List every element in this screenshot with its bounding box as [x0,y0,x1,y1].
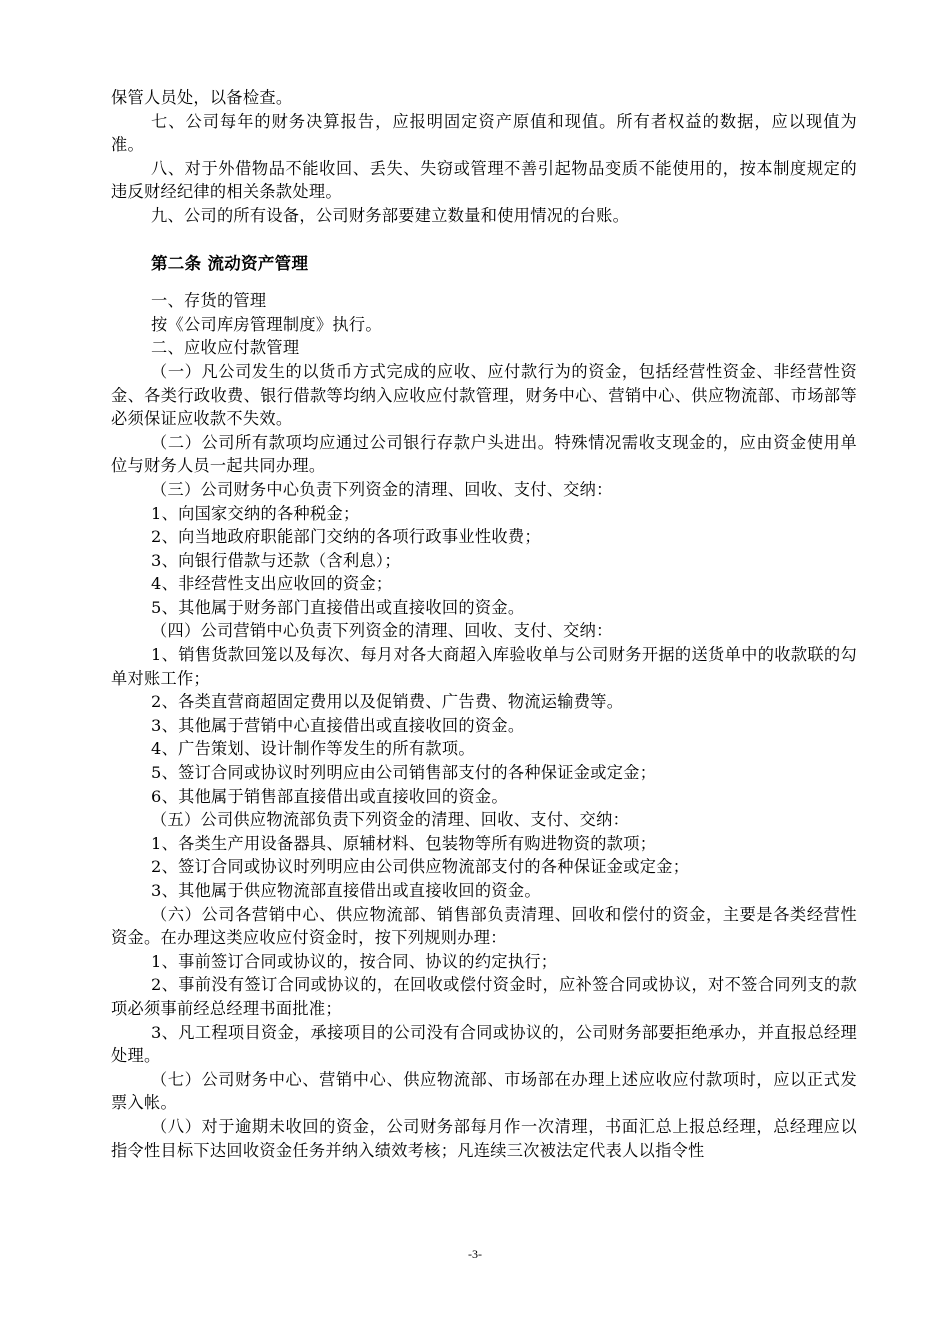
document-page [111,86,857,1162]
list-item: 2、签订合同或协议时列明应由公司供应物流部支付的各种保证金或定金； [151,857,690,877]
section-heading: 第二条 流动资产管理 [151,253,309,273]
page-number: -3- [468,1247,482,1261]
list-item: 4、广告策划、设计制作等发生的所有款项。 [151,739,475,759]
list-item: 1、销售货款回笼以及每次、每月对各大商超入库验收单与公司财务开据的送货单中的收款联的勾单对账工作； [111,645,857,688]
list-item: 2、向当地政府职能部门交纳的各项行政事业性收费； [151,527,541,547]
paragraph: （七）公司财务中心、营销中心、供应物流部、市场部在办理上述应收应付款项时，应以正式发票入帐。 [111,1069,857,1113]
list-item: 2、各类直营商超固定费用以及促销费、广告费、物流运输费等。 [151,692,624,712]
list-item: 1、向国家交纳的各种税金； [151,503,360,523]
paragraph: （二）公司所有款项均应通过公司银行存款户头进出。特殊情况需收支现金的，应由资金使用单位与财务人员一起共同办理。 [111,432,857,476]
paragraph: （八）对于逾期未收回的资金，公司财务部每月作一次清理，书面汇总上报总经理，总经理应以指令性目标下达回收资金任务并纳入绩效考核；凡连续三次被法定代表人以指令性 [111,1116,857,1160]
paragraph: （一）凡公司发生的以货币方式完成的应收、应付款行为的资金，包括经营性资金、非经营性资金、各类行政收费、银行借款等均纳入应收应付款管理，财务中心、营销中心、供应物流部、市场部等必须保证应收款不失效。 [111,361,857,429]
list-item: 1、事前签订合同或协议的，按合同、协议的约定执行； [151,951,558,971]
paragraph: （三）公司财务中心负责下列资金的清理、回收、支付、交纳： [151,479,613,499]
list-item: 4、非经营性支出应收回的资金； [151,574,393,594]
list-item: 5、签订合同或协议时列明应由公司销售部支付的各种保证金或定金； [151,763,657,783]
paragraph: （六）公司各营销中心、供应物流部、销售部负责清理、回收和偿付的资金，主要是各类经营性资金。在办理这类应收应付资金时，按下列规则办理： [111,904,857,948]
paragraph: 按《公司库房管理制度》执行。 [151,314,382,334]
paragraph: 保管人员处，以备检查。 [111,88,293,107]
paragraph: （四）公司营销中心负责下列资金的清理、回收、支付、交纳： [151,621,613,641]
paragraph: 七、公司每年的财务决算报告，应报明固定资产原值和现值。所有者权益的数据，应以现值为准。 [111,111,857,155]
paragraph: 一、存货的管理 [151,291,267,311]
list-item: 2、事前没有签订合同或协议的，在回收或偿付资金时，应补签合同或协议，对不签合同列支的款项必须事前经总经理书面批准； [111,975,857,1018]
list-item: 3、其他属于供应物流部直接借出或直接收回的资金。 [151,881,541,900]
list-item: 3、其他属于营销中心直接借出或直接收回的资金。 [151,715,525,735]
paragraph: 二、应收应付款管理 [151,338,300,358]
list-item: 6、其他属于销售部直接借出或直接收回的资金。 [151,786,508,806]
list-item: 3、凡工程项目资金，承接项目的公司没有合同或协议的，公司财务部要拒绝承办，并直报总经理处理。 [111,1022,857,1066]
paragraph: 九、公司的所有设备，公司财务部要建立数量和使用情况的台账。 [151,205,630,225]
paragraph: 八、对于外借物品不能收回、丢失、失窃或管理不善引起物品变质不能使用的，按本制度规定的违反财经纪律的相关条款处理。 [111,158,857,202]
list-item: 1、各类生产用设备器具、原辅材料、包装物等所有购进物资的款项； [151,833,657,853]
list-item: 3、向银行借款与还款（含利息）； [151,550,401,570]
list-item: 5、其他属于财务部门直接借出或直接收回的资金。 [151,597,525,617]
paragraph: （五）公司供应物流部负责下列资金的清理、回收、支付、交纳： [151,810,630,830]
